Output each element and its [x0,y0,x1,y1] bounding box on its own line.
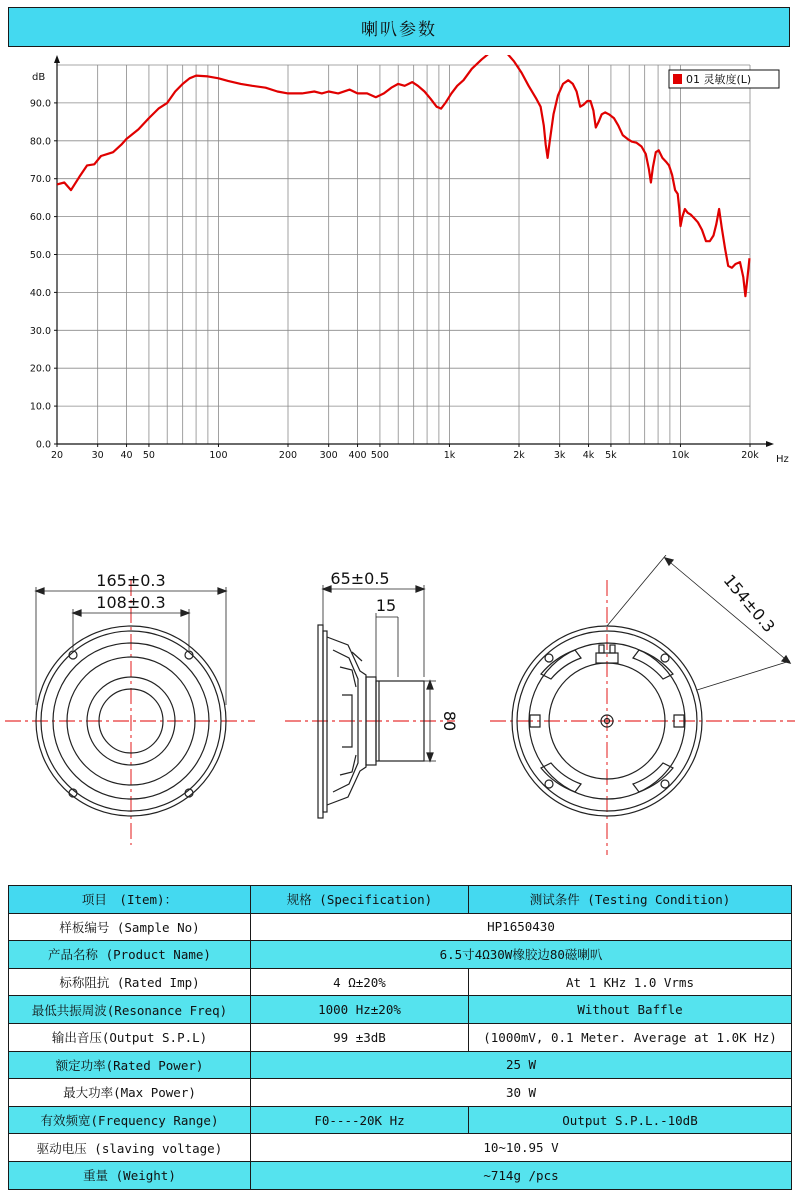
series-layer [57,55,750,296]
row-value: 6.5寸4Ω30W橡胶边80磁喇叭 [251,941,792,969]
row-label: 驱动电压 (slaving voltage) [9,1134,251,1162]
row-label: 输出音压(Output S.P.L) [9,1023,251,1051]
dimension-drawings [0,555,800,865]
header-spec: 规格 (Specification) [251,886,469,914]
spec-table-header [9,886,792,914]
x-tick-label: 2k [513,450,525,461]
y-tick-label: 60.0 [29,212,51,224]
y-tick-label: 50.0 [29,250,51,261]
x-tick-label: 20 [50,450,64,461]
row-label: 标称阻抗 (Rated Imp) [9,968,251,996]
row-value: 30 W [251,1079,792,1107]
row-condition: (1000mV, 0.1 Meter. Average at 1.0K Hz) [469,1023,792,1051]
row-spec: 1000 Hz±20% [251,996,469,1024]
x-tick-label: 100 [209,450,228,461]
x-tick-label: 200 [278,450,298,461]
x-tick-label: 1k [443,450,456,461]
front-outer-diameter-label: 165±0.3 [96,571,166,590]
row-label: 产品名称 (Product Name) [9,941,251,969]
y-tick-label: 10.0 [29,401,51,413]
front-hole-spacing-label: 108±0.3 [96,593,166,612]
y-axis-arrow [54,55,60,63]
x-tick-label: 400 [348,450,367,461]
row-condition: At 1 KHz 1.0 Vrms [469,968,792,996]
chart-grid [57,65,750,444]
x-tick-label: 500 [370,450,389,461]
row-value: 25 W [251,1051,792,1079]
table-row [9,1134,792,1162]
y-axis-label: dB [32,72,46,83]
x-tick-label: 3k [553,450,566,461]
table-row [9,1106,792,1134]
x-tick-label: 4k [582,450,595,461]
side-view-drawing [285,585,455,818]
table-row [9,941,792,969]
x-tick-label: 5k [605,450,617,461]
y-tick-label: 20.0 [29,363,51,375]
y-tick-label: 30.0 [29,325,51,337]
frequency-response-chart [0,55,800,470]
side-magnet-thickness-label: 15 [375,596,397,615]
row-label: 有效频宽(Frequency Range) [9,1106,251,1134]
x-axis-ticks [51,444,759,461]
front-view-drawing [5,580,255,845]
x-tick-label: 300 [319,450,338,461]
x-tick-label: 20k [741,450,759,461]
spec-table [8,885,792,1190]
y-tick-label: 0.0 [35,439,51,451]
side-magnet-diameter-label: 80 [440,710,459,732]
table-row [9,913,792,941]
header-item: 项目 (Item)： [9,886,251,914]
row-label: 重量 (Weight) [9,1161,251,1189]
row-value: ~714g /pcs [251,1161,792,1189]
y-tick-label: 80.0 [29,136,51,148]
x-axis-label: Hz [776,454,789,465]
row-label: 最大功率(Max Power) [9,1079,251,1107]
x-tick-label: 30 [91,450,104,461]
legend-series-label: 01 灵敏度(L) [686,73,752,86]
row-condition: Without Baffle [469,996,792,1024]
row-label: 样板编号 (Sample No) [9,913,251,941]
chart-legend [669,70,779,88]
row-label: 最低共振周波(Resonance Freq) [9,996,251,1024]
table-row [9,996,792,1024]
x-tick-label: 10k [671,450,690,461]
row-spec: 99 ±3dB [251,1023,469,1051]
row-label: 额定功率(Rated Power) [9,1051,251,1079]
series-line [57,55,750,296]
legend-swatch [673,74,682,84]
row-value: HP1650430 [251,913,792,941]
table-row [9,1161,792,1189]
page-title: 喇叭参数 [8,7,790,47]
back-cutout-diameter-label: 154±0.3 [719,570,779,637]
row-spec: 4 Ω±20% [251,968,469,996]
row-condition: Output S.P.L.-10dB [469,1106,792,1134]
y-tick-label: 90.0 [29,98,51,110]
x-tick-label: 50 [142,450,155,461]
table-row [9,1051,792,1079]
table-row [9,1079,792,1107]
y-tick-label: 70.0 [29,174,51,186]
x-axis-arrow [766,441,774,447]
side-depth-label: 65±0.5 [330,569,390,588]
table-row [9,968,792,996]
y-tick-label: 40.0 [29,287,51,299]
row-value: 10~10.95 V [251,1134,792,1162]
x-tick-label: 40 [120,450,133,461]
y-axis-ticks [30,98,57,450]
header-condition: 测试条件 (Testing Condition) [469,886,792,914]
table-row [9,1023,792,1051]
row-spec: F0----20K Hz [251,1106,469,1134]
